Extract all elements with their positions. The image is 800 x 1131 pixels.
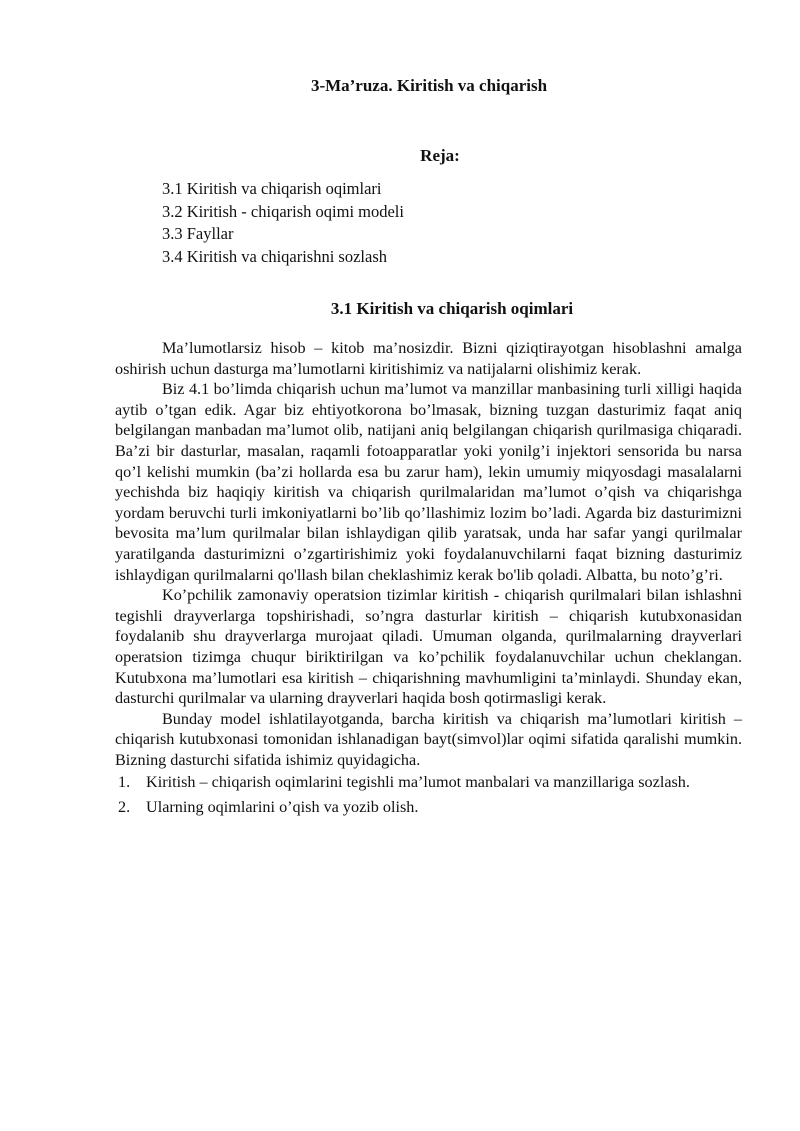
plan-item: 3.1 Kiritish va chiqarish oqimlari bbox=[162, 179, 382, 198]
plan-list bbox=[162, 178, 404, 268]
paragraph: Biz 4.1 bo’limda chiqarish uchun ma’lumot va manzillar manbasining turli xilligi haqida aytib o’tgan edik. Agar biz ehtiyotkorona bo’lmasak, bizning tuzgan dasturimiz faqat aniq belgilangan manbadan ma’lumot olib, natijani aniq belgilangan chiqarish qurilmasiga chiqaradi. Ba’zi bir dasturlar, masalan, raqamli fotoapparatlar yoki yonilg’i injektori sensorida bu narsa qo’l kelishi mumkin (ba’zi hollarda esa bu zarur ham), lekin umumiy miqyosdagi masalalarni yechishda biz haqiqiy kiritish va chiqarish qurilmalaridan ma’lumot o’qish va chiqarishga yordam beruvchi turli imkoniyatlarni bo’lib qo’llashimiz lozim bo’ladi. Agarda biz dasturimizni bevosita ma’lum qurilmalar bilan ishlaydigan qilib yaratsak, unda har safar yangi qurilmalar yaratilganda dasturimizni o’zgartirishimiz yoki foydalanuvchilarni faqat bizning dasturimiz ishlaydigan qurilmalarni qo'llash bilan cheklashimiz kerak bo'lib qoladi. Albatta, bu noto’g’ri. bbox=[115, 380, 742, 584]
list-item-number: 2. bbox=[118, 798, 131, 817]
paragraph: Ko’pchilik zamonaviy operatsion tizimlar kiritish - chiqarish qurilmalari bilan ishlashni tegishli drayverlarga topshirishadi, so’ngra dasturlar kiritish – chiqarish kutubxonasidan foydalanib shu drayverlarga murojaat qiladi. Umuman olganda, qurilmalarning drayverlari operatsion tizimga chuqur biriktirilgan va ko’pchilik foydalanuvchilar uchun cheklangan. Kutubxona ma’lumotlari esa kiritish – chiqarishning mavhumligini ta’minlaydi. Shunday ekan, dasturchi qurilmalar va ularning drayverlari haqida bosh qotirmasligi kerak. bbox=[115, 586, 742, 708]
plan-heading: Reja: bbox=[420, 146, 460, 165]
section-body bbox=[115, 338, 742, 820]
paragraph: Ma’lumotlarsiz hisob – kitob ma’nosizdir. Bizni qiziqtirayotgan hisoblashni amalga oshirish uchun dasturga ma’lumotlarni kiritishimiz va natijalarni olishimiz kerak. bbox=[115, 339, 742, 378]
document-title: 3-Ma’ruza. Kiritish va chiqarish bbox=[310, 76, 548, 95]
plan-item: 3.4 Kiritish va chiqarishni sozlash bbox=[162, 246, 388, 266]
plan-item: 3.2 Kiritish - chiqarish oqimi modeli bbox=[162, 201, 404, 221]
list-item-number: 1. bbox=[118, 773, 131, 792]
section-heading: 3.1 Kiritish va chiqarish oqimlari bbox=[330, 299, 574, 318]
paragraph: Bunday model ishlatilayotganda, barcha kiritish va chiqarish ma’lumotlari kiritish – chiqarish kutubxonasi tomonidan ishlanadigan bayt(simvol)lar oqimi sifatida qaralishi mumkin. Bizning dasturchi sifatida ishimiz quyidagicha. bbox=[115, 709, 742, 769]
list-item-text: Ularning oqimlarini o’qish va yozib olish. bbox=[146, 798, 419, 817]
steps-list bbox=[115, 770, 742, 820]
list-item-text: Kiritish – chiqarish oqimlarini tegishli ma’lumot manbalari va manzillariga sozlash. bbox=[146, 773, 690, 792]
list-item bbox=[115, 770, 742, 795]
plan-item: 3.3 Fayllar bbox=[162, 224, 234, 243]
list-item bbox=[115, 795, 742, 820]
